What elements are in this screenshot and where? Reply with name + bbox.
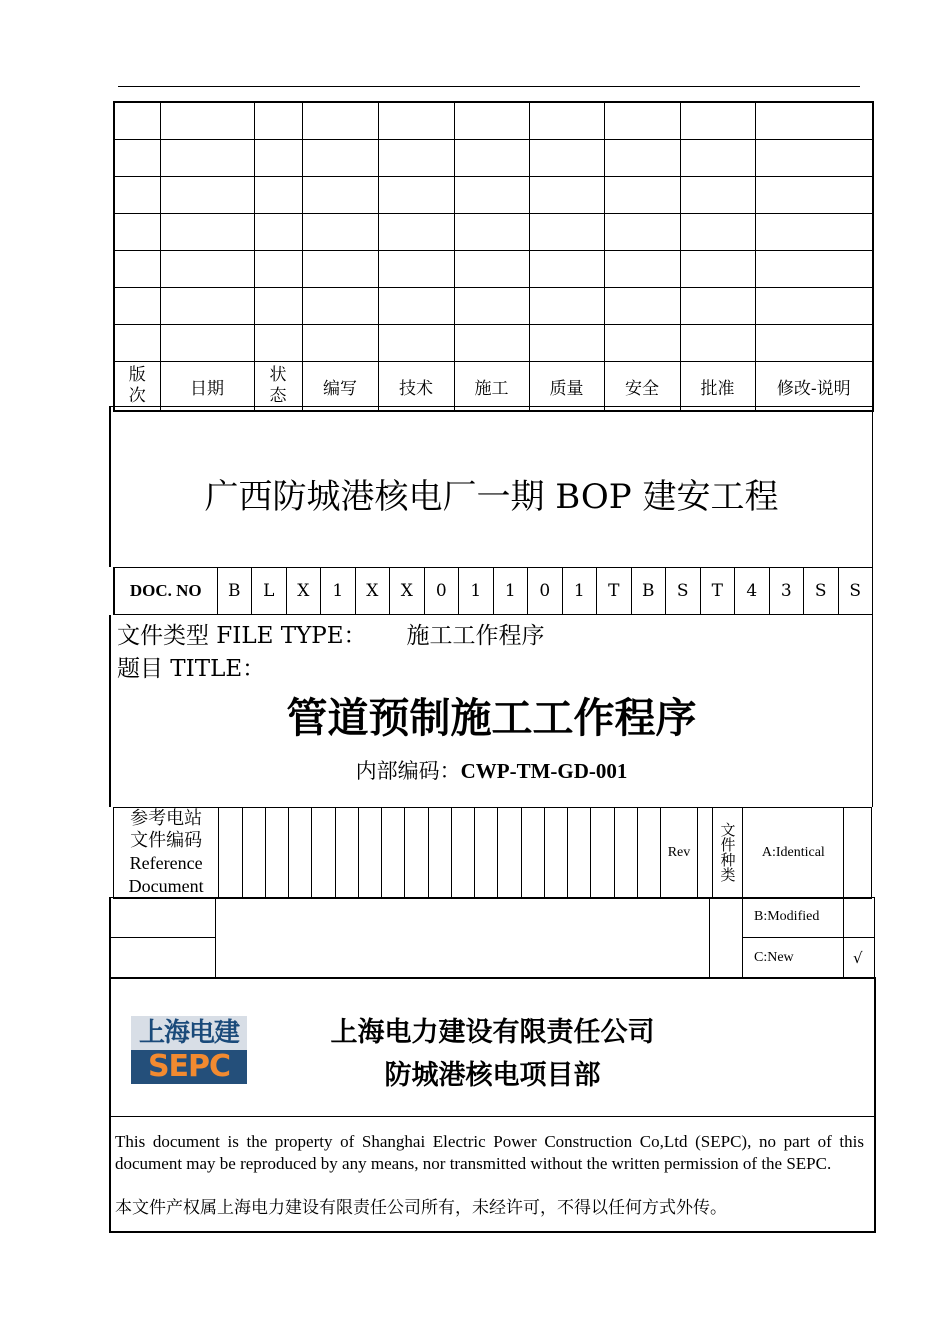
- reference-cell: [242, 808, 265, 899]
- option-identical: A:Identical: [743, 808, 844, 899]
- internal-code-label: 内部编码：: [355, 759, 461, 783]
- reference-cell: [521, 808, 544, 899]
- doc-number-char: 1: [562, 568, 597, 615]
- file-type-label: 文件类型 FILE TYPE：: [117, 623, 367, 649]
- revision-row: [114, 325, 873, 362]
- divider: [843, 898, 844, 978]
- disclaimer-chinese: 本文件产权属上海电力建设有限责任公司所有，未经许可，不得以任何方式外传。: [115, 1198, 727, 1218]
- header-modification: 修改-说明: [755, 362, 873, 412]
- doc-number-char: 0: [528, 568, 563, 615]
- reference-cell: [312, 808, 335, 899]
- header-construction: 施工: [454, 362, 529, 412]
- reference-cell: [219, 808, 242, 899]
- reference-label: 参考电站 文件编码 Reference Document: [114, 808, 219, 899]
- reference-cell: [405, 808, 428, 899]
- internal-code: [111, 755, 872, 785]
- doc-number-char: S: [804, 568, 839, 615]
- doc-number-char: T: [597, 568, 632, 615]
- header-quality: 质量: [529, 362, 604, 412]
- reference-cell: [382, 808, 405, 899]
- check-mark-icon: √: [853, 949, 863, 967]
- doc-number-char: B: [631, 568, 666, 615]
- rev-label: Rev: [661, 808, 697, 899]
- disclaimer-box: [109, 1116, 876, 1233]
- disclaimer-english: This document is the property of Shanghai Electric Power Construction Co,Ltd (SEPC), no part of this document may be reproduced by any means, nor transmitted without the written permission of the SEPC.: [115, 1132, 864, 1173]
- reference-cell: [428, 808, 451, 899]
- logo-chinese-text: 上海电建: [131, 1016, 247, 1050]
- doc-number-char: X: [355, 568, 390, 615]
- doc-category-label: 文件种类: [712, 808, 742, 899]
- header-technical: 技术: [378, 362, 454, 412]
- logo-english-text: SEPC: [131, 1050, 247, 1084]
- doc-number-char: X: [286, 568, 321, 615]
- divider: [709, 898, 710, 978]
- header-status: 状 态: [254, 362, 302, 412]
- spacer-cell: [697, 808, 712, 899]
- reference-cell: [498, 808, 521, 899]
- header-rule: [118, 86, 860, 87]
- option-modified: B:Modified: [754, 909, 820, 924]
- doc-number-char: S: [666, 568, 701, 615]
- internal-code-value: CWP-TM-GD-001: [460, 759, 628, 783]
- reference-cell: [591, 808, 614, 899]
- reference-cell: [335, 808, 358, 899]
- reference-cell: [638, 808, 661, 899]
- reference-cell: [289, 808, 312, 899]
- doc-number-char: 1: [321, 568, 356, 615]
- reference-cell: [265, 808, 288, 899]
- divider: [111, 937, 215, 938]
- divider: [742, 937, 874, 938]
- title-label: 题目 TITLE：: [117, 656, 266, 682]
- doc-number-char: 0: [424, 568, 459, 615]
- reference-cell: [475, 808, 498, 899]
- divider: [742, 898, 743, 978]
- reference-table: [113, 807, 872, 899]
- doc-number-table: [113, 567, 873, 615]
- project-title-box: [109, 406, 873, 567]
- file-type-value: 施工工作程序: [406, 623, 545, 649]
- header-approved: 批准: [680, 362, 755, 412]
- option-new: C:New: [754, 950, 794, 965]
- revision-row: [114, 177, 873, 214]
- revision-row: [114, 288, 873, 325]
- doc-number-char: X: [390, 568, 425, 615]
- file-type-line: [117, 617, 545, 650]
- reference-cell: [451, 808, 474, 899]
- header-prepared: 编写: [302, 362, 378, 412]
- main-title: 管道预制施工工作程序: [286, 694, 697, 742]
- reference-cell: [544, 808, 567, 899]
- project-title: 广西防城港核电厂一期 BOP 建安工程: [204, 477, 779, 517]
- header-safety: 安全: [604, 362, 680, 412]
- revision-header-row: [114, 362, 873, 412]
- reference-cell: [358, 808, 381, 899]
- reference-cell: [614, 808, 637, 899]
- doc-number-label: DOC. NO: [114, 568, 217, 615]
- revision-table: [113, 101, 874, 412]
- option-identical-mark: [844, 808, 872, 899]
- company-box: [109, 977, 876, 1117]
- classification-box: [109, 897, 875, 979]
- file-type-box: [109, 615, 873, 807]
- revision-row: [114, 140, 873, 177]
- revision-row: [114, 102, 873, 140]
- doc-number-char: B: [217, 568, 252, 615]
- doc-number-char: 1: [459, 568, 494, 615]
- doc-number-char: T: [700, 568, 735, 615]
- divider: [215, 898, 216, 978]
- reference-cell: [568, 808, 591, 899]
- revision-row: [114, 251, 873, 288]
- doc-number-char: S: [838, 568, 873, 615]
- project-department: 防城港核电项目部: [384, 1060, 601, 1091]
- doc-number-char: L: [252, 568, 287, 615]
- doc-number-char: 1: [493, 568, 528, 615]
- revision-row: [114, 214, 873, 251]
- doc-number-char: 3: [769, 568, 804, 615]
- doc-number-char: 4: [735, 568, 770, 615]
- company-name: 上海电力建设有限责任公司: [330, 1017, 655, 1048]
- header-revision: 版 次: [114, 362, 160, 412]
- header-date: 日期: [160, 362, 254, 412]
